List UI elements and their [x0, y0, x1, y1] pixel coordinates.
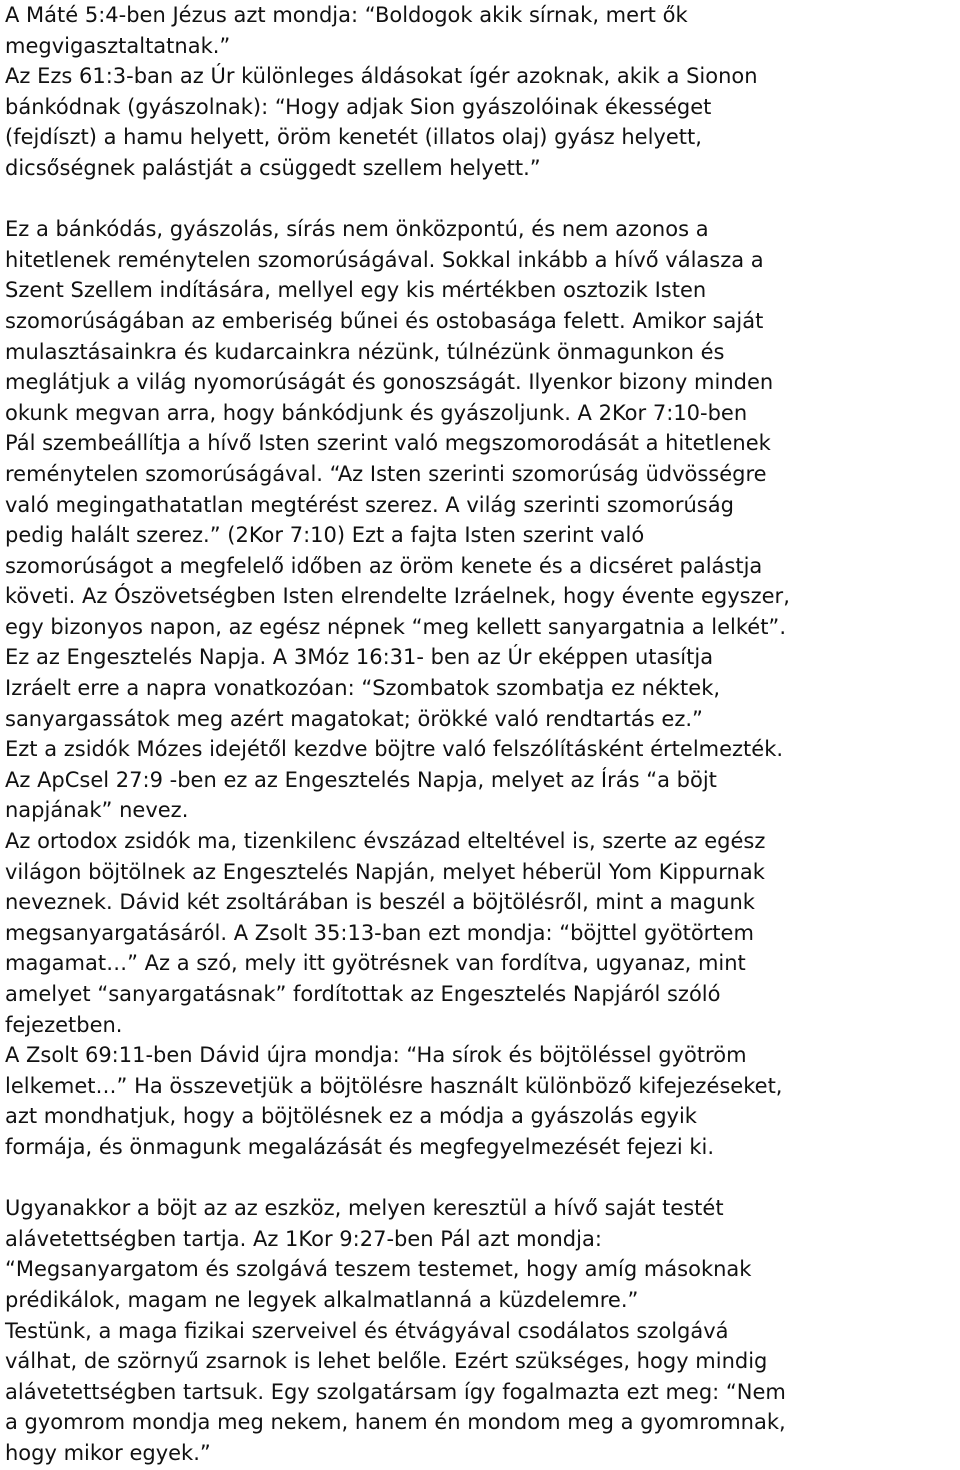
text-line: prédikálok, magam ne legyek alkalmatlanná a küzdelemre.” — [5, 1287, 639, 1312]
text-line: bánkódnak (gyászolnak): “Hogy adjak Sion gyászolóinak ékességet — [5, 94, 712, 119]
text-line: alávetettségben tartja. Az 1Kor 9:27-ben Pál azt mondja: — [5, 1226, 602, 1251]
text-line: fejezetben. — [5, 1012, 123, 1037]
text-line: meglátjuk a világ nyomorúságát és gonoszságát. Ilyenkor bizony minden — [5, 370, 774, 395]
text-line: A Máté 5:4-ben Jézus azt mondja: “Boldogok akik sírnak, mert ők — [5, 3, 688, 27]
text-line: neveznek. Dávid két zsoltárában is beszél a böjtölésről, mint a magunk — [5, 890, 755, 915]
text-line: megvigasztaltatnak.” — [5, 33, 231, 58]
text-line: magamat…” Az a szó, mely itt gyötrésnek van fordítva, ugyanaz, mint — [5, 951, 746, 976]
text-line: szomorúságot a megfelelő időben az öröm kenete és a dicséret palástja — [5, 553, 763, 578]
text-line: (fejdíszt) a hamu helyett, öröm kenetét (illatos olaj) gyász helyett, — [5, 125, 702, 150]
text-line: Ugyanakkor a böjt az az eszköz, melyen keresztül a hívő saját testét — [5, 1196, 724, 1221]
text-line: napjának” nevez. — [5, 798, 189, 823]
text-line: való megingathatatlan megtérést szerez. A világ szerinti szomorúság — [5, 492, 734, 517]
text-line: okunk megvan arra, hogy bánkódjunk és gyászoljunk. A 2Kor 7:10-ben — [5, 400, 748, 425]
text-line: Szent Szellem indítására, mellyel egy kis mértékben osztozik Isten — [5, 278, 707, 303]
text-line: hogy mikor egyek.” — [5, 1440, 211, 1465]
text-line: válhat, de szörnyű zsarnok is lehet belőle. Ezért szükséges, hogy mindig — [5, 1349, 768, 1374]
text-line: Izráelt erre a napra vonatkozóan: “Szombatok szombatja ez néktek, — [5, 676, 721, 701]
paragraph-beatitude — [5, 0, 954, 184]
text-line: “Megsanyargatom és szolgává teszem testemet, hogy amíg másoknak — [5, 1257, 752, 1282]
text-line: szomorúságában az emberiség bűnei és ostobasága felett. Amikor saját — [5, 308, 764, 333]
text-line: alávetettségben tartsuk. Egy szolgatársam így fogalmazta ezt meg: “Nem — [5, 1379, 786, 1404]
text-line: egy bizonyos napon, az egész népnek “meg kellett sanyargatnia a lelkét”. — [5, 614, 786, 639]
text-line: a gyomrom mondja meg nekem, hanem én mondom meg a gyomromnak, — [5, 1410, 786, 1435]
text-line: formája, és önmagunk megalázását és megfegyelmezését fejezi ki. — [5, 1134, 715, 1159]
text-line: Az Ezs 61:3-ban az Úr különleges áldásokat ígér azoknak, akik a Sionon — [5, 64, 758, 89]
text-line: Az ApCsel 27:9 -ben ez az Engesztelés Napja, melyet az Írás “a böjt — [5, 767, 717, 792]
text-line: A Zsolt 69:11-ben Dávid újra mondja: “Ha sírok és böjtöléssel gyötröm — [5, 1043, 747, 1068]
text-line: pedig halált szerez.” (2Kor 7:10) Ezt a fajta Isten szerint való — [5, 523, 645, 548]
text-line: reménytelen szomorúságával. “Az Isten szerinti szomorúság üdvösségre — [5, 461, 767, 486]
text-line: követi. Az Ószövetségben Isten elrendelte Izráelnek, hogy évente egyszer, — [5, 584, 790, 609]
text-line: Pál szembeállítja a hívő Isten szerint való megszomorodását a hitetlenek — [5, 431, 771, 456]
text-line: azt mondhatjuk, hogy a böjtölésnek ez a módja a gyászolás egyik — [5, 1104, 697, 1129]
text-line: mulasztásainkra és kudarcainkra nézünk, túlnézünk önmagunkon és — [5, 339, 725, 364]
paragraph-gap — [5, 184, 954, 215]
text-line: világon böjtölnek az Engesztelés Napján, melyet héberül Yom Kippurnak — [5, 859, 765, 884]
paragraph-fasting-body — [5, 1193, 954, 1468]
text-line: Az ortodox zsidók ma, tizenkilenc évszázad elteltével is, szerte az egész — [5, 829, 766, 854]
text-line: hitetlenek reménytelen szomorúságával. Sokkal inkább a hívő válasza a — [5, 247, 764, 272]
text-line: megsanyargatásáról. A Zsolt 35:13-ban ezt mondja: “böjttel gyötörtem — [5, 920, 754, 945]
text-line: lelkemet…” Ha összevetjük a böjtölésre használt különböző kifejezéseket, — [5, 1073, 783, 1098]
text-line: Ez a bánkódás, gyászolás, sírás nem önközpontú, és nem azonos a — [5, 217, 709, 242]
text-line: Testünk, a maga fizikai szerveivel és étvágyával csodálatos szolgává — [5, 1318, 729, 1343]
text-line: dicsőségnek palástját a csüggedt szellem helyett.” — [5, 155, 541, 180]
paragraph-mourning — [5, 214, 954, 1162]
text-line: amelyet “sanyargatásnak” fordítottak az Engesztelés Napjáról szóló — [5, 982, 721, 1006]
text-line: Ez az Engesztelés Napja. A 3Móz 16:31- ben az Úr eképpen utasítja — [5, 645, 714, 670]
text-line: Ezt a zsidók Mózes idejétől kezdve böjtre való felszólításként értelmezték. — [5, 737, 784, 762]
paragraph-gap — [5, 1163, 954, 1194]
text-line: sanyargassátok meg azért magatokat; örökké való rendtartás ez.” — [5, 706, 703, 731]
